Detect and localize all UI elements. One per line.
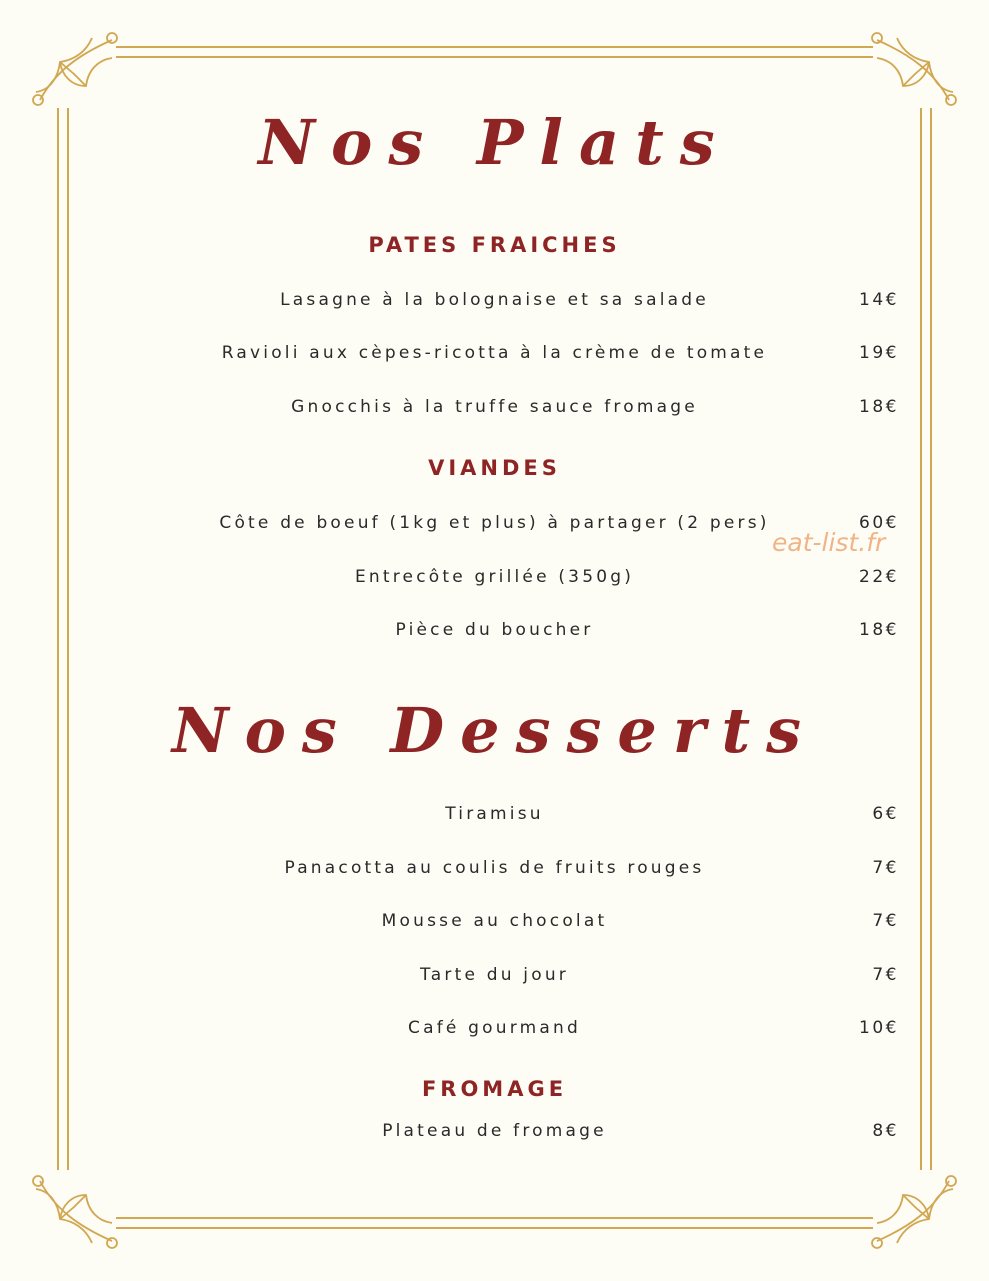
menu-item-name: Plateau de fromage — [382, 1121, 607, 1141]
menu-item-price: 14€ — [859, 290, 899, 310]
menu-item-price: 7€ — [872, 911, 899, 931]
menu-item-price: 8€ — [872, 1121, 899, 1141]
menu-item-name: Tiramisu — [445, 804, 544, 824]
menu-item-price: 7€ — [872, 858, 899, 878]
menu-item-price: 18€ — [859, 620, 899, 640]
menu-item-name: Ravioli aux cèpes-ricotta à la crème de tomate — [221, 343, 768, 363]
watermark-text: eat-list.fr — [772, 528, 886, 557]
menu-item-price: 18€ — [859, 397, 899, 417]
corner-ornament-top-left-icon — [33, 33, 117, 105]
menu-item-name: Panacotta au coulis de fruits rouges — [284, 858, 705, 878]
menu-item-price: 10€ — [859, 1018, 899, 1038]
menu-item-price: 6€ — [872, 804, 899, 824]
section-title-fromage: FROMAGE — [421, 1077, 568, 1101]
desserts-heading: Nos Desserts — [171, 694, 818, 767]
menu-item-name: Entrecôte grillée (350g) — [354, 567, 635, 587]
corner-ornament-top-right-icon — [872, 33, 956, 105]
menu-item-name: Tarte du jour — [420, 965, 569, 985]
menu-item-name: Côte de boeuf (1kg et plus) à partager (2 pers) — [219, 513, 770, 533]
section-title-viandes: VIANDES — [428, 456, 561, 480]
menu-item-name: Mousse au chocolat — [381, 911, 608, 931]
menu-item-price: 60€ — [859, 513, 899, 533]
menu-item-name: Lasagne à la bolognaise et sa salade — [280, 290, 709, 310]
menu-item-name: Café gourmand — [408, 1018, 581, 1038]
section-title-pates: PATES FRAICHES — [368, 233, 621, 257]
corner-ornament-bottom-right-icon — [872, 1176, 956, 1248]
menu-item-price: 22€ — [859, 567, 899, 587]
menu-item-price: 19€ — [859, 343, 899, 363]
menu-item-price: 7€ — [872, 965, 899, 985]
menu-item-name: Gnocchis à la truffe sauce fromage — [291, 397, 698, 417]
corner-ornament-bottom-left-icon — [33, 1176, 117, 1248]
menu-item-name: Pièce du boucher — [395, 620, 594, 640]
plats-heading: Nos Plats — [258, 106, 731, 179]
